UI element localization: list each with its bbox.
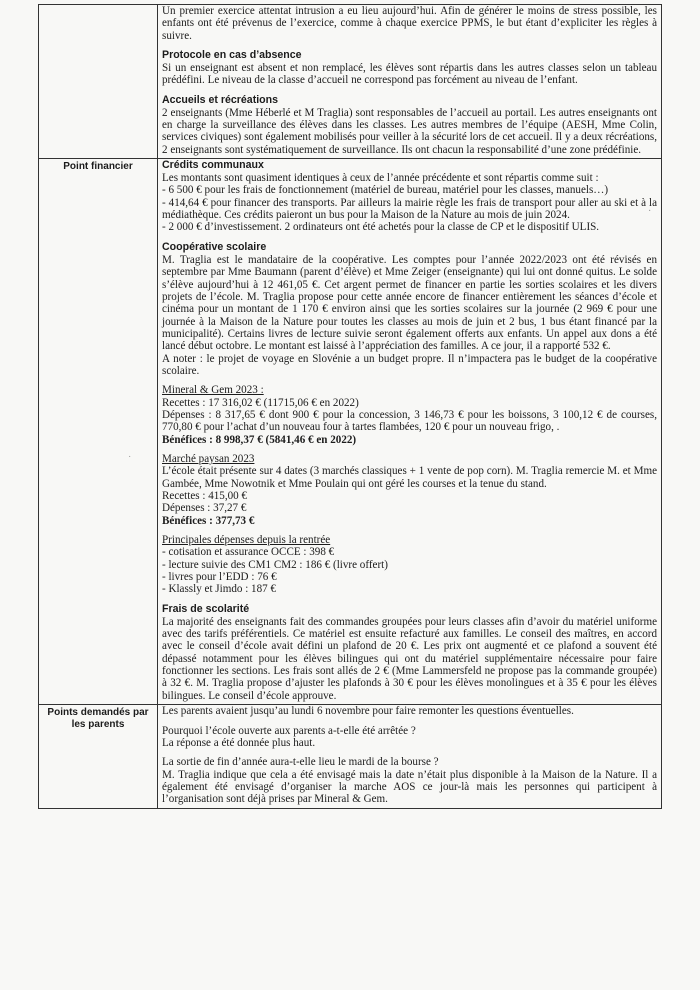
pencil-mark: · <box>648 206 652 217</box>
row-content-parents <box>158 705 662 808</box>
intro-text: Un premier exercice attentat intrusion a eu lieu aujourd’hui. Afin de générer le moins de stress possible, les enfants ont été prévenus de l’exercice, comme à chaque exercice PPMS, le but étant d’expliciter les règles à suivre. <box>162 5 657 42</box>
mineral-title: Mineral & Gem 2023 : <box>162 384 264 397</box>
row-label-financier: Point financier <box>39 159 158 705</box>
credits-line: - 2 000 € d’investissement. 2 ordinateurs ont été achetés pour la classe de CP et le dispositif ULIS. <box>162 221 600 234</box>
row-parents <box>39 705 662 808</box>
credits-line: - 6 500 € pour les frais de fonctionnement (matériel de bureau, matériel pour les classes, manuels…) <box>162 184 609 197</box>
absence-text: Si un enseignant est absent et non remplacé, les élèves sont répartis dans les autres classes selon un tableau prédéfini. Le niveau de la classe d’accueil ne correspond pas forcément au niveau de l’enfant. <box>162 62 657 87</box>
row-label-parents: Points demandés par les parents <box>39 705 158 808</box>
row-content-financier <box>158 159 662 705</box>
marche-depenses: Dépenses : 37,27 € <box>162 502 247 515</box>
parents-question-2: La sortie de fin d’année aura-t-elle lieu le mardi de la bourse ? <box>162 756 439 769</box>
frais-title: Frais de scolarité <box>162 602 250 615</box>
coop-title: Coopérative scolaire <box>162 240 267 253</box>
row-securite <box>39 5 662 159</box>
parents-answer-1: La réponse a été donnée plus haut. <box>162 736 316 749</box>
credits-line: - 414,64 € pour financer des transports. Par ailleurs la mairie règle les frais de transport pour aller au ski et à la médiathèque. Ces crédits paieront un bus pour la Maison de la Nature au mois de juin 2024. <box>162 196 657 222</box>
depenses-item: - Klassly et Jimdo : 187 € <box>162 583 277 596</box>
coop-note: A noter : le projet de voyage en Slovénie a un budget propre. Il n’impactera pas le budget de la coopérative scolaire. <box>162 352 657 377</box>
accueils-title: Accueils et récréations <box>162 93 278 106</box>
spacer <box>162 749 657 756</box>
accueils-text: 2 enseignants (Mme Héberlé et M Traglia) sont responsables de l’accueil au portail. Les autres enseignants ont en charge la surveillance des élèves dans les classes. Les autres membres de l’équipe (AESH, Mme Colin, services civiques) sont également mobilisés pour veiller à la sécurité lors de cet accueil. Il y a deux récréations, 2 enseignants sont systématiquement de surveillance. Ils ont chacun la responsabilité d’une zone prédéfinie. <box>162 106 657 156</box>
mineral-benefices: Bénéfices : 8 998,37 € (5841,46 € en 2022) <box>162 433 357 446</box>
coop-text: M. Traglia est le mandataire de la coopérative. Les comptes pour l’année 2022/2023 ont été révisés en septembre par Mme Baumann (parent d’élève) et Mme Zeiger (enseignante) qui lui ont donné quitus. Le solde s’élève aujourd’hui à 12 461,05 €. Cet argent permet de financer en partie les sorties scolaires et les divers projets de l’école. M. Traglia propose pour cette année encore de financer entièrement les séances d’école et cinéma pour un montant de 1 170 € environ ainsi que les sorties scolaires sur la journée (2 969 € pour une journée à la Maison de la Nature pour toutes les classes au mois de juin et 2 bus, 1 bus étant financé par la municipalité). Certains livres de lecture suivie seront également offerts aux enfants. Un appel aux dons a été lancé début octobre. Le montant est laissé à l’appréciation des familles. A ce jour, il a rapporté 532 €. <box>162 253 657 353</box>
frais-text: La majorité des enseignants fait des commandes groupées pour leurs classes afin d’avoir du matériel uniforme avec des tarifs préférentiels. Ce matériel est ensuite refacturé aux familles. Le conseil des maîtres, en accord avec le conseil d’école avait défini un plafond de 20 €. Les prix ont augmenté et ce plafond a souvent été dépassé notamment pour les élèves bilingues qui ont du matériel supplémentaire nécessaire pour faire fonctionner les sections. Les frais sont allés de 2 € (Mme Lammersfeld ne propose pas la commande groupée) à 32 €. M. Traglia propose d’ajuster les plafonds à 30 € pour les élèves monolingues et à 35 € pour les élèves bilingues. Le conseil d’école approuve. <box>162 615 657 702</box>
marche-benefices: Bénéfices : 377,73 € <box>162 514 255 527</box>
row-label-empty <box>39 5 158 159</box>
parents-answer-2: M. Traglia indique que cela a été envisagé mais la date n’était plus disponible à la Maison de la Nature. Il a également été envisagé d’organiser la marche AOS ce jour-là mais les personnes qui participent à l’organisation sont déjà prises par Mineral & Gem. <box>162 768 657 806</box>
absence-title: Protocole en cas d’absence <box>162 49 302 62</box>
depenses-item: - lecture suivie des CM1 CM2 : 186 € (livre offert) <box>162 558 388 571</box>
row-financier <box>39 159 662 705</box>
pencil-mark: ˙ <box>128 455 132 466</box>
row-content-securite <box>158 5 662 159</box>
spacer <box>162 718 657 725</box>
depenses-item: - cotisation et assurance OCCE : 398 € <box>162 546 335 559</box>
mineral-depenses: Dépenses : 8 317,65 € dont 900 € pour la concession, 3 146,73 € pour les boissons, 3 100,12 € de courses, 770,80 € pour l’achat d’un nouveau four à tartes flambées, 120 € pour un nouveau frigo, . <box>162 408 657 434</box>
marche-title: Marché paysan 2023 <box>162 452 255 465</box>
depenses-title: Principales dépenses depuis la rentrée <box>162 534 331 547</box>
depenses-item: - livres pour l’EDD : 76 € <box>162 571 277 584</box>
marche-recettes: Recettes : 415,00 € <box>162 490 248 502</box>
minutes-table <box>38 4 662 809</box>
credits-title: Crédits communaux <box>162 159 264 172</box>
parents-intro: Les parents avaient jusqu’au lundi 6 novembre pour faire remonter les questions éventuelles. <box>162 705 574 718</box>
parents-question-1: Pourquoi l’école ouverte aux parents a-t-elle été arrêtée ? <box>162 724 416 737</box>
marche-text: L’école était présente sur 4 dates (3 marchés classiques + 1 vente de pop corn). M. Traglia remercie M. et Mme Gambée, Mme Nowotnik et Mme Poulain qui ont géré les courses et la tenue du stand. <box>162 465 657 490</box>
mineral-recettes: Recettes : 17 316,02 € (11715,06 € en 2022) <box>162 396 359 409</box>
credits-line: Les montants sont quasiment identiques à ceux de l’année précédente et sont répartis comme suit : <box>162 172 599 185</box>
